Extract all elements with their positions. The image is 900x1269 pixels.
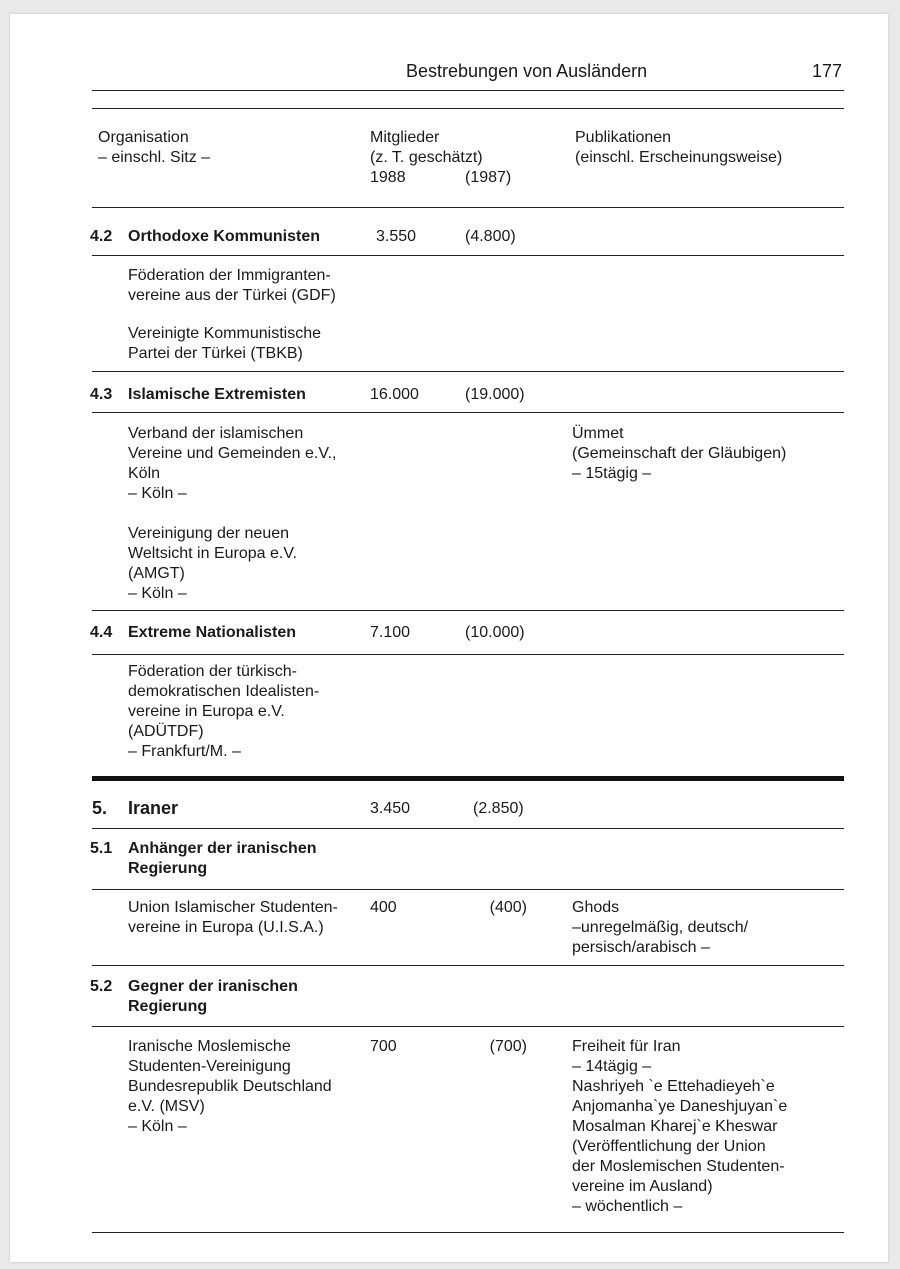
member-count-previous: (700)	[489, 1038, 527, 1055]
divider	[92, 371, 844, 372]
divider	[92, 654, 844, 655]
member-count-previous: (400)	[489, 899, 527, 916]
divider	[92, 207, 844, 208]
divider	[92, 108, 844, 109]
member-count: 400	[370, 899, 397, 916]
divider	[92, 828, 844, 829]
divider	[92, 610, 844, 611]
member-count: 700	[370, 1038, 397, 1055]
divider	[92, 965, 844, 966]
divider	[92, 412, 844, 413]
section-divider-thick	[92, 776, 844, 781]
divider	[92, 90, 844, 91]
running-title: Bestrebungen von Ausländern	[406, 61, 648, 81]
divider	[92, 1232, 844, 1233]
divider	[92, 1026, 844, 1027]
divider	[92, 255, 844, 256]
page-number: 177	[812, 61, 843, 81]
divider	[92, 889, 844, 890]
